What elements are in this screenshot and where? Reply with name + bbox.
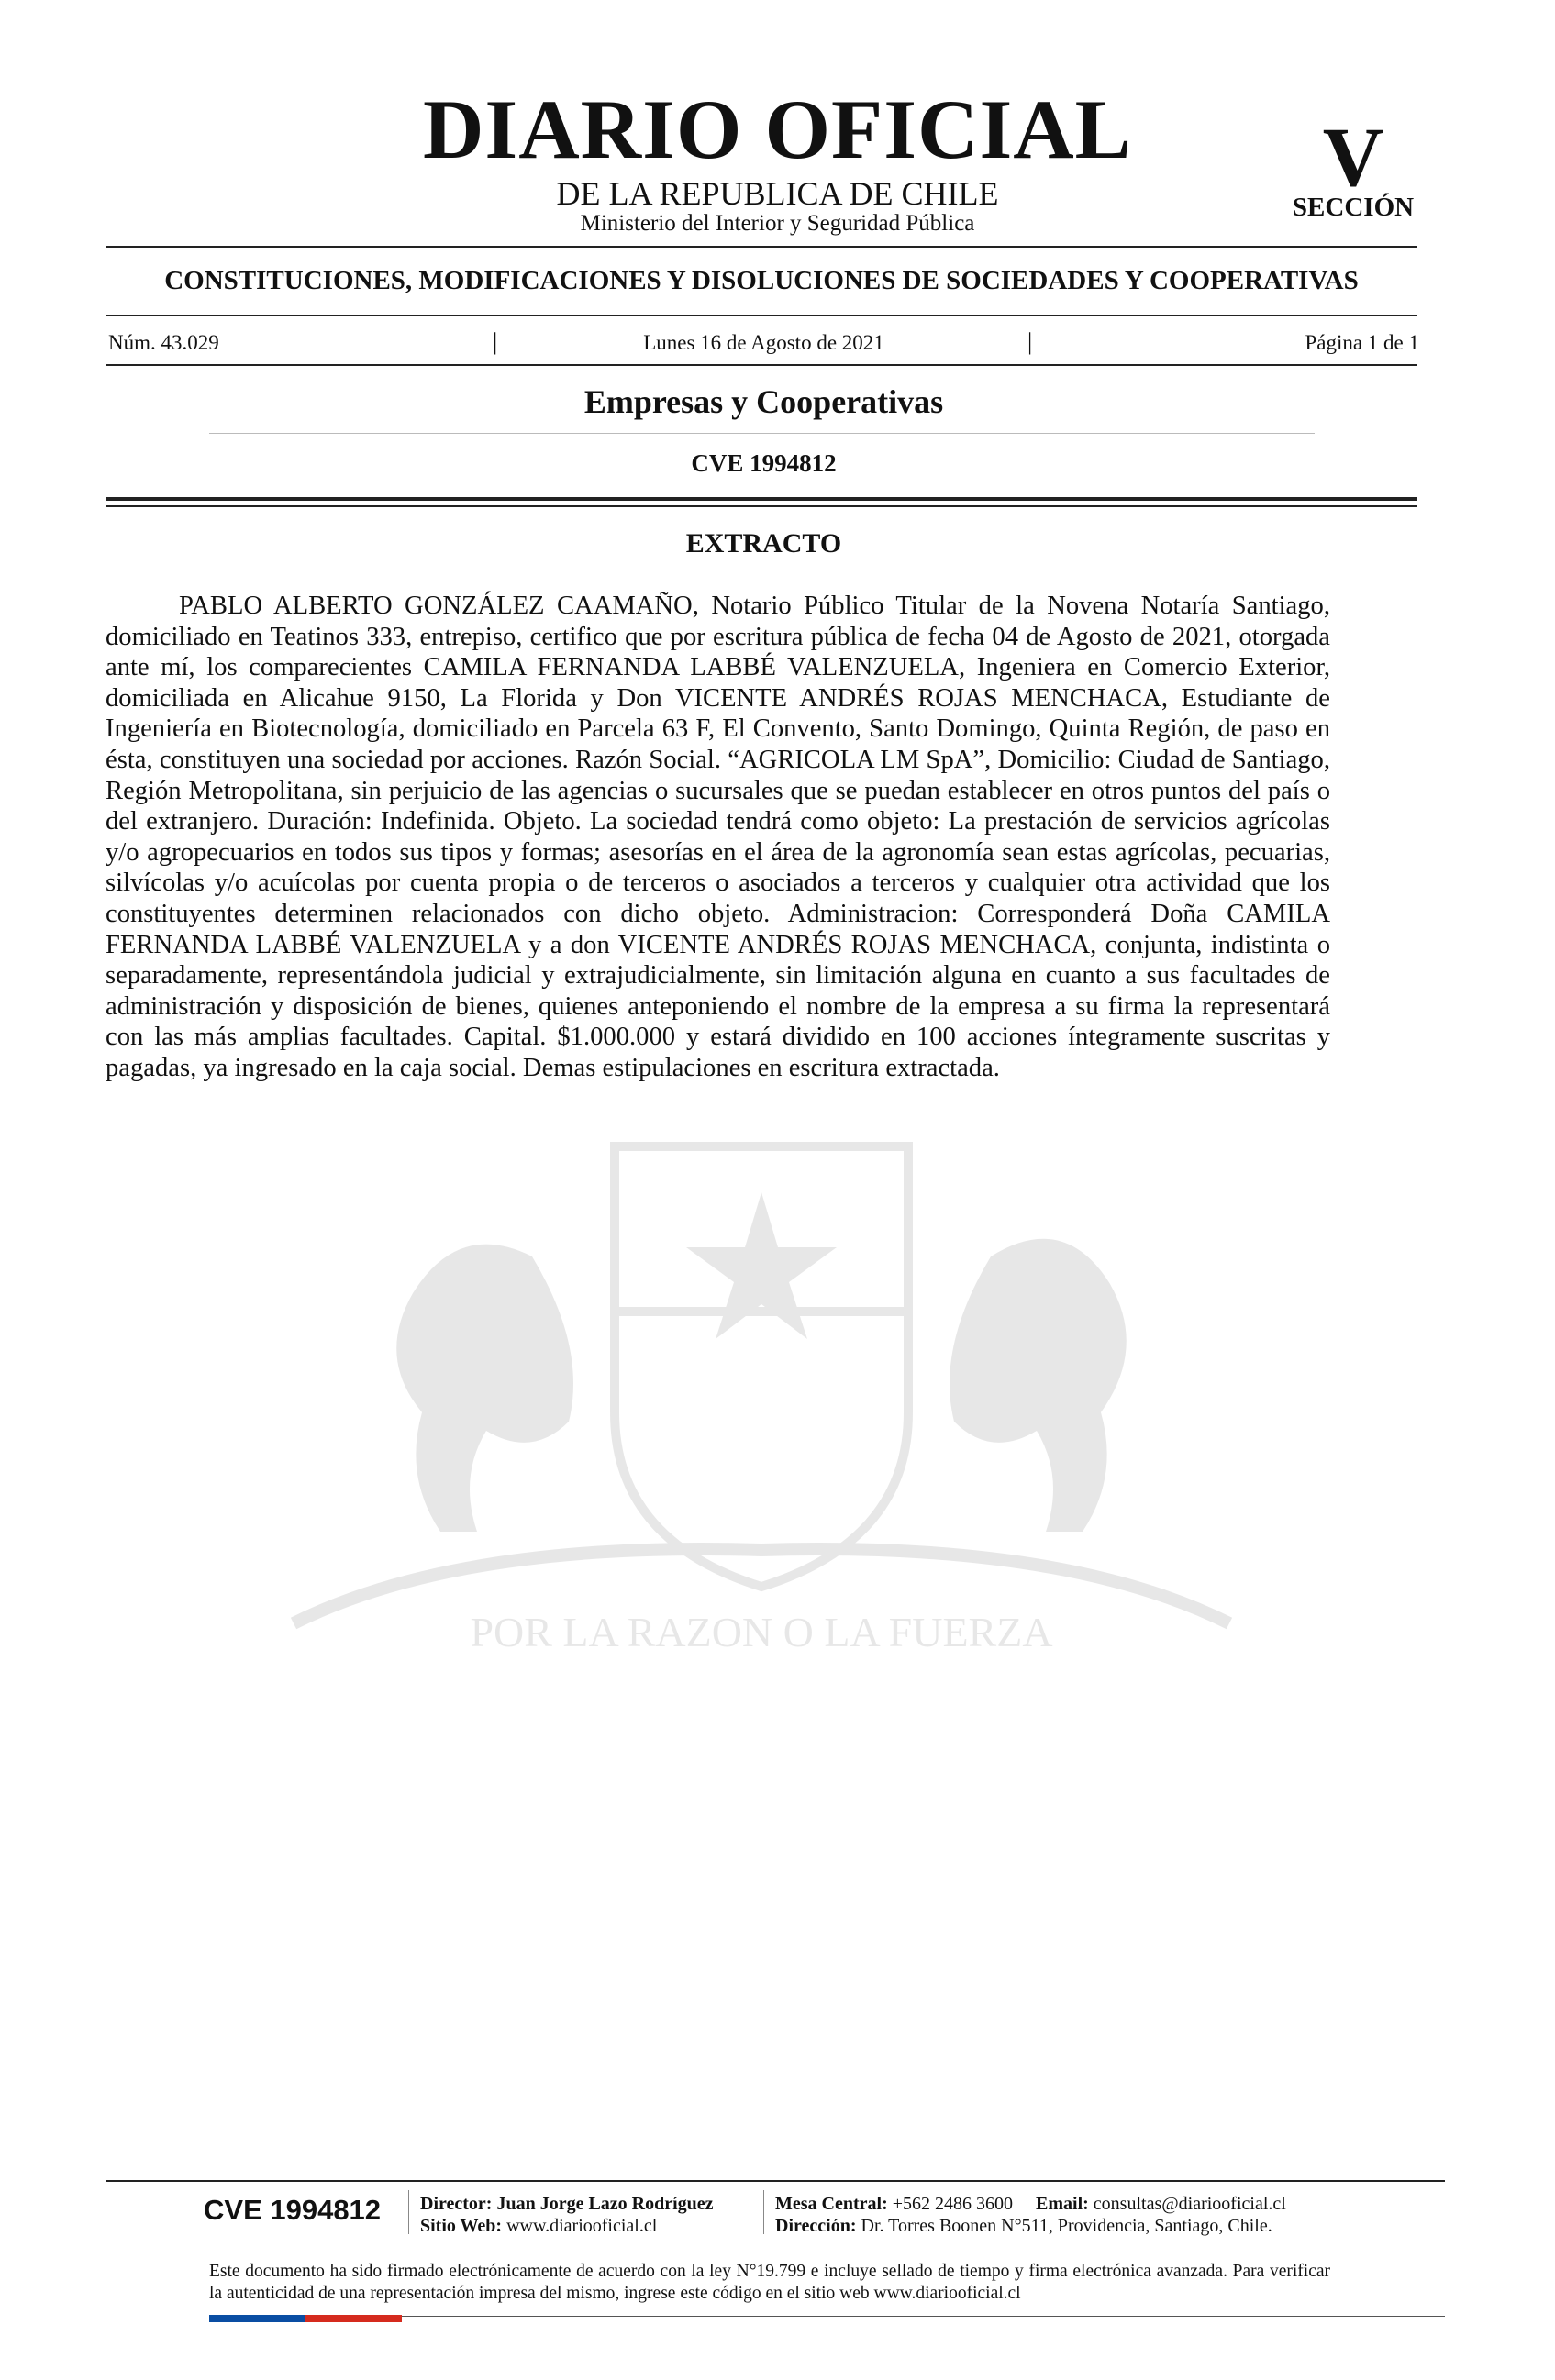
extract-body: PABLO ALBERTO GONZÁLEZ CAAMAÑO, Notario Público Titular de la Novena Notaría Santiago, domiciliado en Teatinos 333, entrepiso, certifico que por escritura pública de fecha 04 de Agosto de 2021, otorgada ante mí, los comparecientes CAMILA FERNANDA LABBÉ VALENZUELA, Ingeniera en Comercio Exterior, domiciliada en Alicahue 9150, La Florida y Don VICENTE ANDRÉS ROJAS MENCHACA, Estudiante de Ingeniería en Biotecnología, domiciliado en Parcela 63 F, El Convento, Santo Domingo, Quinta Región, de paso en ésta, constituyen una sociedad por acciones. Razón Social. “AGRICOLA LM SpA”, Domicilio: Ciudad de Santiago, Región Metropolitana, sin perjuicio de las agencias o sucursales que se puedan establecer en otros puntos del país o del extranjero. Duración: Indefinida. Objeto. La sociedad tendrá como objeto: La prestación de servicios agrícolas y/o agropecuarios en todos sus tipos y formas; asesorías en el área de la agronomía sean estas agrícolas, pecuarias, silvícolas y/o acuícolas por cuenta propia o de terceros o asociados a terceros y cualquier otra actividad que los constituyentes determinen relacionados con dicho objeto. Administracion: Corresponderá Doña CAMILA FERNANDA LABBÉ VALENZUELA y a don VICENTE ANDRÉS ROJAS MENCHACA, conjunta, indistinta o separadamente, representándola judicial y extrajudicialmente, sin limitación alguna en cuanto a sus facultades de administración y disposición de bienes, quienes anteponiendo el nombre de la empresa a su firma la representará con las más amplias facultades. Capital. $1.000.000 y estará dividido en 100 acciones íntegramente suscritas y pagadas, ya ingresado en la caja social. Demas estipulaciones en escritura extractada. [106,592,1330,1082]
footer-signature-note: Este documento ha sido firmado electrónicamente de acuerdo con la ley N°19.799 e incluye sellado de tiempo y firma electrónica avanzada. Para verificar la autenticidad de una representación impresa del mismo, ingrese este código en el sitio web www.diariooficial.cl [209,2262,1330,2303]
band-rule-top [106,315,1417,316]
section-band-title: CONSTITUCIONES, MODIFICACIONES Y DISOLUCIONES DE SOCIEDADES Y COOPERATIVAS [164,266,1359,295]
footer-separator [408,2190,409,2234]
header-rule [106,246,1417,248]
footer-separator [763,2190,764,2234]
masthead-subtitle: DE LA REPUBLICA DE CHILE [556,175,999,212]
info-separator: | [1027,328,1033,355]
cve-code: CVE 1994812 [691,449,837,477]
email-link[interactable]: consultas@diariooficial.cl [1093,2194,1286,2214]
info-rule [106,364,1417,366]
flag-stripe-red [305,2315,402,2322]
website-link[interactable]: www.diariooficial.cl [506,2216,658,2236]
section-label: SECCIÓN [1292,193,1415,222]
masthead-title: DIARIO OFICIAL [422,83,1133,176]
double-rule-top [106,497,1417,501]
category-underline [209,433,1315,434]
footer-website: Sitio Web: www.diariooficial.cl [420,2216,658,2236]
page-indicator: Página 1 de 1 [1305,331,1419,354]
watermark-motto: POR LA RAZON O LA FUERZA [470,1609,1053,1655]
coat-of-arms-watermark [183,1110,1339,1678]
flag-stripe-blue [209,2315,305,2322]
footer-director: Director: Juan Jorge Lazo Rodríguez [420,2194,714,2214]
section-letter: V [1322,110,1384,204]
footer-rule [106,2180,1445,2182]
issue-number: Núm. 43.029 [108,331,219,354]
footer-cve-code: CVE 1994812 [204,2194,382,2226]
extract-title: EXTRACTO [685,528,842,559]
category-title: Empresas y Cooperativas [583,383,944,420]
footer-contact: Mesa Central: +562 2486 3600 Email: consultas@diariooficial.cl [775,2194,1286,2214]
info-separator: | [493,328,498,355]
double-rule-bottom [106,505,1417,507]
issue-date: Lunes 16 de Agosto de 2021 [643,331,884,354]
footer-address: Dirección: Dr. Torres Boonen N°511, Providencia, Santiago, Chile. [775,2216,1272,2236]
masthead-ministry: Ministerio del Interior y Seguridad Pública [580,211,975,236]
